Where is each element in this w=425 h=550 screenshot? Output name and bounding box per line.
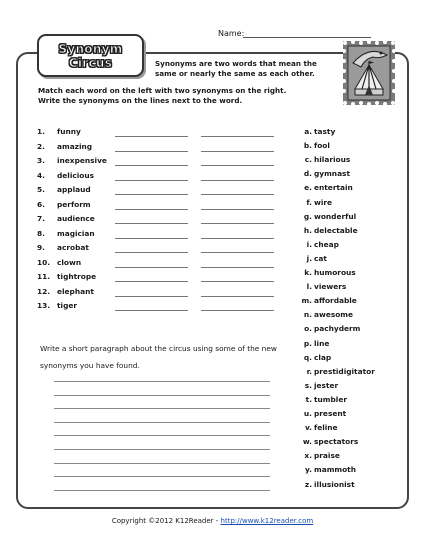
paragraph-line[interactable] xyxy=(54,449,270,450)
answer-word: praise xyxy=(314,451,340,461)
intro-text: Synonyms are two words that mean the same or nearly the same as each other. xyxy=(155,59,317,78)
synonym-blank-2[interactable] xyxy=(201,252,274,253)
answer-letter: g. xyxy=(303,211,312,221)
answer-row xyxy=(0,409,420,421)
circus-tent-icon xyxy=(343,41,395,105)
paragraph-line[interactable] xyxy=(54,422,270,423)
paragraph-line[interactable] xyxy=(54,490,270,491)
answer-word: line xyxy=(314,338,330,348)
answer-letter: u. xyxy=(303,409,312,418)
answer-letter: a. xyxy=(304,127,312,136)
word-text: applaud xyxy=(57,185,91,194)
synonym-blank-1[interactable] xyxy=(115,252,188,253)
footer xyxy=(0,517,425,525)
word-number: 5. xyxy=(37,185,45,194)
answer-row xyxy=(0,226,420,238)
answer-row xyxy=(0,268,420,280)
answer-word: hilarious xyxy=(314,155,351,165)
answer-row xyxy=(0,296,420,308)
word-text: audience xyxy=(57,214,95,223)
answer-row xyxy=(0,324,420,336)
paragraph-line[interactable] xyxy=(54,408,270,409)
answer-letter: n. xyxy=(303,310,312,320)
answer-letter: x. xyxy=(304,451,312,461)
answer-word: present xyxy=(314,409,347,418)
answer-word: wonderful xyxy=(314,211,357,221)
answer-row xyxy=(0,141,420,153)
answer-letter: m. xyxy=(301,296,312,306)
answer-letter: c. xyxy=(304,155,312,165)
word-text: clown xyxy=(57,257,82,267)
answer-word: affordable xyxy=(314,296,357,306)
answer-letter: l. xyxy=(306,282,312,292)
answer-word: prestidigitator xyxy=(314,366,375,376)
paragraph-line[interactable] xyxy=(54,381,270,382)
answer-row xyxy=(0,423,420,435)
answer-letter: k. xyxy=(304,268,312,277)
paragraph-line[interactable] xyxy=(54,476,270,477)
worksheet-title xyxy=(37,34,144,77)
answer-letter: i. xyxy=(306,239,312,249)
word-number: 10. xyxy=(37,257,51,267)
answer-letter: h. xyxy=(303,225,312,235)
answer-row xyxy=(0,212,420,224)
word-number: 7. xyxy=(37,214,45,223)
answer-row xyxy=(0,183,420,195)
answer-word: mammoth xyxy=(314,465,356,475)
answer-letter: z. xyxy=(304,479,312,489)
answer-word: tasty xyxy=(314,127,336,136)
word-number: 3. xyxy=(37,156,45,165)
answer-row xyxy=(0,451,420,463)
word-number: 11. xyxy=(37,272,51,281)
answer-letter: p. xyxy=(303,338,312,348)
word-text: inexpensive xyxy=(57,156,107,165)
word-number: 9. xyxy=(37,243,45,252)
answer-letter: r. xyxy=(306,366,312,376)
answer-row xyxy=(0,437,420,449)
answer-row xyxy=(0,198,420,210)
word-text: perform xyxy=(57,199,91,209)
answer-row xyxy=(0,169,420,181)
name-label: Name: xyxy=(218,29,245,38)
answer-letter: w. xyxy=(302,437,312,447)
answer-letter: q. xyxy=(303,352,312,362)
answer-word: wire xyxy=(314,197,333,207)
answer-word: humorous xyxy=(314,268,356,277)
answer-word: illusionist xyxy=(314,479,355,489)
word-text: delicious xyxy=(57,170,95,180)
word-text: amazing xyxy=(57,141,93,151)
answer-row xyxy=(0,310,420,322)
answer-word: clap xyxy=(314,352,332,362)
answer-row xyxy=(0,395,420,407)
answer-letter: s. xyxy=(304,380,312,390)
circus-stamp-illustration xyxy=(343,41,395,105)
footer-link[interactable]: http://www.k12reader.com xyxy=(220,517,314,525)
answer-word: entertain xyxy=(314,183,353,193)
title-line-1: Synonym xyxy=(58,41,123,56)
paragraph-line[interactable] xyxy=(54,463,270,464)
answer-letter: f. xyxy=(306,197,312,207)
answer-letter: v. xyxy=(304,423,312,433)
word-text: acrobat xyxy=(57,243,89,252)
word-text: magician xyxy=(57,228,95,238)
word-text: tightrope xyxy=(57,272,97,281)
answer-letter: t. xyxy=(305,394,312,404)
word-number: 2. xyxy=(37,141,45,151)
word-number: 6. xyxy=(37,199,45,209)
word-text: tiger xyxy=(57,301,78,310)
answer-word: awesome xyxy=(314,310,354,320)
answer-row xyxy=(0,127,420,139)
answer-row xyxy=(0,155,420,167)
word-number: 1. xyxy=(37,127,45,136)
answer-word: jester xyxy=(314,380,339,390)
answer-word: pachyderm xyxy=(314,324,361,334)
answer-letter: b. xyxy=(303,141,312,151)
answer-word: fool xyxy=(314,141,330,151)
answer-letter: j. xyxy=(306,253,312,263)
word-text: funny xyxy=(57,127,81,136)
paragraph-line[interactable] xyxy=(54,435,270,436)
paragraph-line[interactable] xyxy=(54,395,270,396)
answer-row xyxy=(0,381,420,393)
answer-row xyxy=(0,282,420,294)
word-number: 12. xyxy=(37,286,51,296)
instructions: Match each word on the left with two synonyms on the right. Write the synonyms on the lines next to the word. xyxy=(38,86,287,105)
answer-word: tumbler xyxy=(314,394,347,404)
answer-letter: d. xyxy=(303,169,312,179)
answer-word: delectable xyxy=(314,225,358,235)
answer-row xyxy=(0,240,420,252)
footer-copyright: Copyright ©2012 K12Reader - xyxy=(111,517,221,525)
answer-word: viewers xyxy=(314,282,347,292)
answer-word: gymnast xyxy=(314,169,350,179)
answer-word: feline xyxy=(314,423,338,433)
answer-word: cheap xyxy=(314,239,339,249)
paragraph-prompt: Write a short paragraph about the circus using some of the new synonyms you have found. xyxy=(40,344,277,370)
answer-letter: o. xyxy=(304,324,312,334)
answer-row xyxy=(0,254,420,266)
answer-word: spectators xyxy=(314,437,359,447)
answer-letter: e. xyxy=(304,183,312,193)
name-field[interactable] xyxy=(243,37,371,38)
answer-word: cat xyxy=(314,253,327,263)
word-number: 13. xyxy=(37,301,51,310)
answer-letter: y. xyxy=(305,465,312,475)
word-number: 4. xyxy=(37,170,45,180)
title-line-2: Circus xyxy=(68,55,113,70)
word-number: 8. xyxy=(37,228,45,238)
word-text: elephant xyxy=(57,286,94,296)
